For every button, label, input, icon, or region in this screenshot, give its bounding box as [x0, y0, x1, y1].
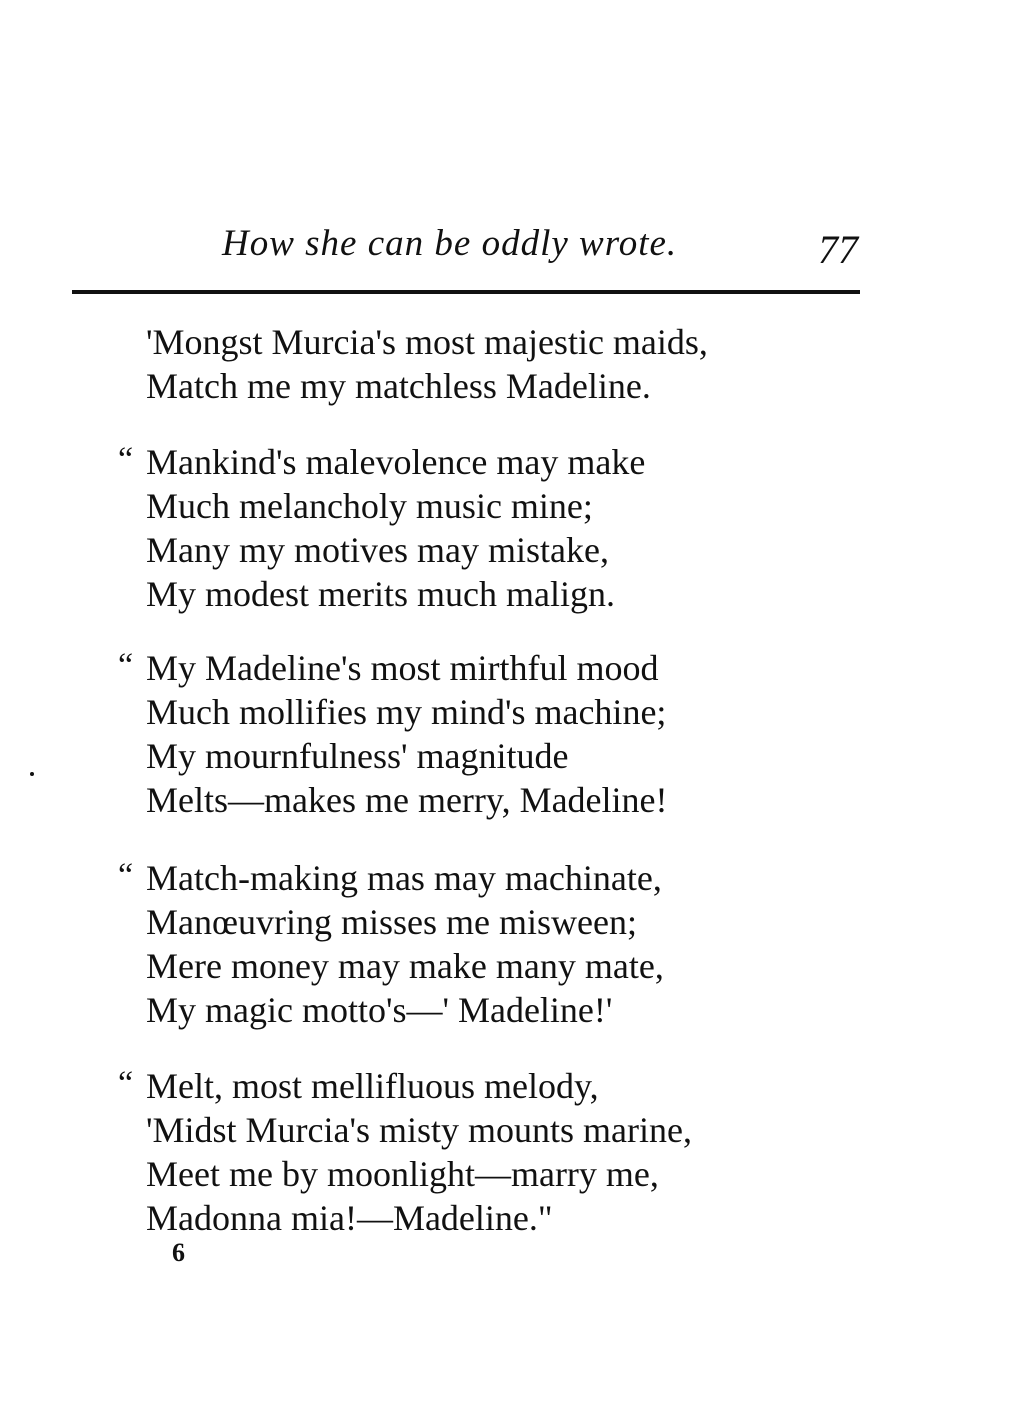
opening-quote: “	[118, 857, 134, 894]
stanza-3	[118, 646, 858, 822]
verse-line: Much mollifies my mind's machine;	[146, 692, 667, 732]
verse-line: My modest merits much malign.	[146, 574, 615, 614]
verse-line: My magic motto's—' Madeline!'	[146, 990, 613, 1030]
printing-speck	[30, 772, 34, 776]
opening-quote: “	[118, 647, 134, 684]
verse-line: 'Mongst Murcia's most majestic maids,	[146, 322, 708, 362]
verse-line: Meet me by moonlight—marry me,	[146, 1154, 659, 1194]
header-rule	[72, 290, 860, 294]
verse-line: “ Melt, most mellifluous melody,	[118, 1064, 858, 1108]
page-number: 77	[818, 227, 858, 272]
stanza-2	[118, 440, 858, 616]
verse-line: Many my motives may mistake,	[146, 530, 609, 570]
stanza-4	[118, 856, 858, 1032]
signature-mark: 6	[172, 1238, 185, 1267]
verse-line: 'Midst Murcia's misty mounts marine,	[146, 1110, 692, 1150]
verse-line: “ Match-making mas may machinate,	[118, 856, 858, 900]
verse-line: Melts—makes me merry, Madeline!	[146, 780, 668, 820]
verse-line: “ Mankind's malevolence may make	[118, 440, 858, 484]
stanza-1	[118, 320, 858, 408]
running-title: How she can be oddly wrote.	[222, 223, 678, 264]
opening-quote: “	[118, 1065, 134, 1102]
verse-line: Much melancholy music mine;	[146, 486, 593, 526]
stanza-5	[118, 1064, 858, 1240]
verse-line: My mournfulness' magnitude	[146, 736, 569, 776]
verse-line: Madonna mia!—Madeline."	[146, 1198, 553, 1238]
verse-line: Match me my matchless Madeline.	[146, 366, 651, 406]
verse-line: Mere money may make many mate,	[146, 946, 664, 986]
verse-line: “ My Madeline's most mirthful mood	[118, 646, 858, 690]
verse-line: Manœuvring misses me misween;	[146, 902, 637, 942]
opening-quote: “	[118, 441, 134, 478]
